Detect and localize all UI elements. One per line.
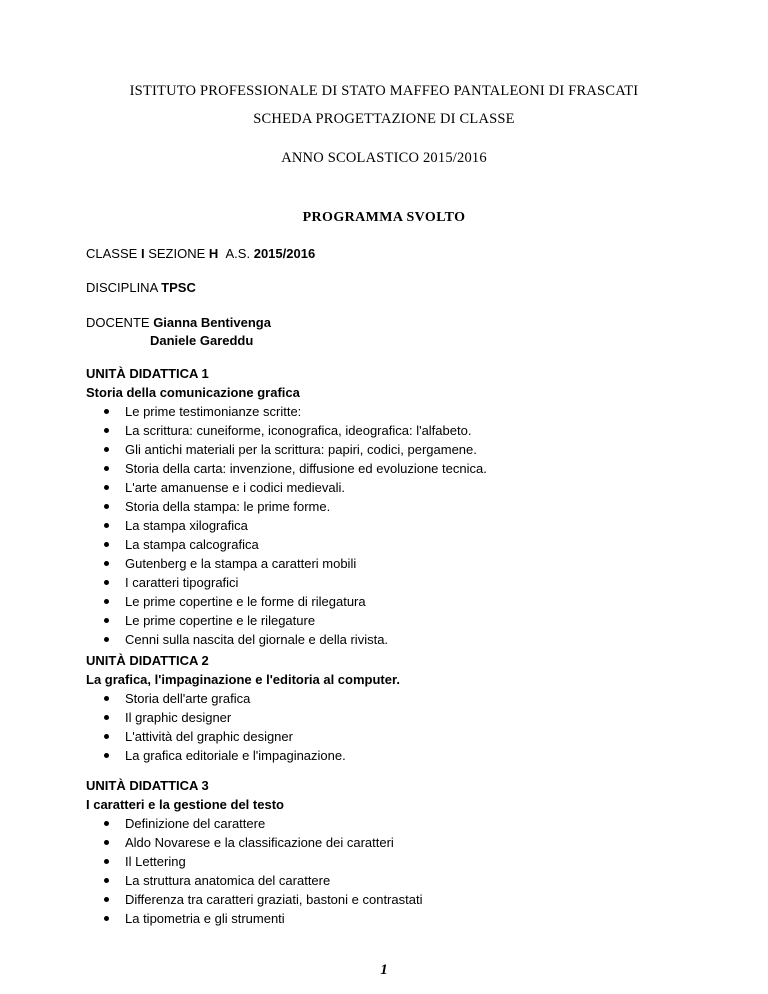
topic-item: Cenni sulla nascita del giornale e della rivista. [86,630,487,649]
topic-item: Differenza tra caratteri graziati, bastoni e contrastati [86,890,422,909]
topic-list [86,402,487,649]
topic-item: Gutenberg e la stampa a caratteri mobili [86,554,487,573]
sezione-value: H [208,246,219,261]
program-title: PROGRAMMA SVOLTO [302,210,466,225]
teacher-name-1: Gianna Bentivenga [153,315,271,330]
unit-1 [86,364,487,649]
topic-item: La stampa xilografica [86,516,487,535]
topic-item: Storia della carta: invenzione, diffusione ed evoluzione tecnica. [86,459,487,478]
topic-item: Aldo Novarese e la classificazione dei caratteri [86,833,422,852]
classe-label: CLASSE [86,246,138,261]
topic-item: La stampa calcografica [86,535,487,554]
topic-item: La tipometria e gli strumenti [86,909,422,928]
form-title: SCHEDA PROGETTAZIONE DI CLASSE [253,111,515,127]
discipline-label: DISCIPLINA [86,280,158,295]
teacher-label: DOCENTE [86,315,150,330]
topic-item: I caratteri tipografici [86,573,487,592]
topic-item: La scrittura: cuneiforme, iconografica, ideografica: l'alfabeto. [86,421,487,440]
classe-value: I [140,246,145,261]
topic-item: Le prime testimonianze scritte: [86,402,487,421]
topic-list [86,814,422,928]
unit-3 [86,776,422,928]
unit-2 [86,651,400,765]
unit-title: UNITÀ DIDATTICA 1 [86,366,209,381]
topic-item: L'arte amanuense e i codici medievali. [86,478,487,497]
teacher-name-2: Daniele Gareddu [150,333,254,348]
topic-item: Il graphic designer [86,708,400,727]
school-name: ISTITUTO PROFESSIONALE DI STATO MAFFEO PANTALEONI DI FRASCATI [129,83,639,99]
unit-title: UNITÀ DIDATTICA 3 [86,778,209,793]
unit-title: UNITÀ DIDATTICA 2 [86,653,209,668]
sezione-label: SEZIONE [148,246,206,261]
topic-item: La struttura anatomica del carattere [86,871,422,890]
topic-item: La grafica editoriale e l'impaginazione. [86,746,400,765]
page-number: 1 [380,962,388,978]
topic-item: Le prime copertine e le rilegature [86,611,487,630]
topic-item: Definizione del carattere [86,814,422,833]
unit-subtitle: I caratteri e la gestione del testo [86,797,284,812]
unit-subtitle: Storia della comunicazione grafica [86,385,300,400]
discipline [86,280,196,295]
topic-item: Storia della stampa: le prime forme. [86,497,487,516]
as-label: A.S. [225,246,251,261]
topic-item: Storia dell'arte grafica [86,689,400,708]
topic-item: Il Lettering [86,852,422,871]
school-year: ANNO SCOLASTICO 2015/2016 [281,150,487,166]
teacher [86,315,271,330]
unit-subtitle: La grafica, l'impaginazione e l'editoria al computer. [86,672,400,687]
topic-item: Gli antichi materiali per la scrittura: papiri, codici, pergamene. [86,440,487,459]
class-info [86,246,315,261]
discipline-value: TPSC [161,280,196,295]
topic-item: L'attività del graphic designer [86,727,400,746]
as-value: 2015/2016 [253,246,316,261]
topic-item: Le prime copertine e le forme di rilegatura [86,592,487,611]
topic-list [86,689,400,765]
